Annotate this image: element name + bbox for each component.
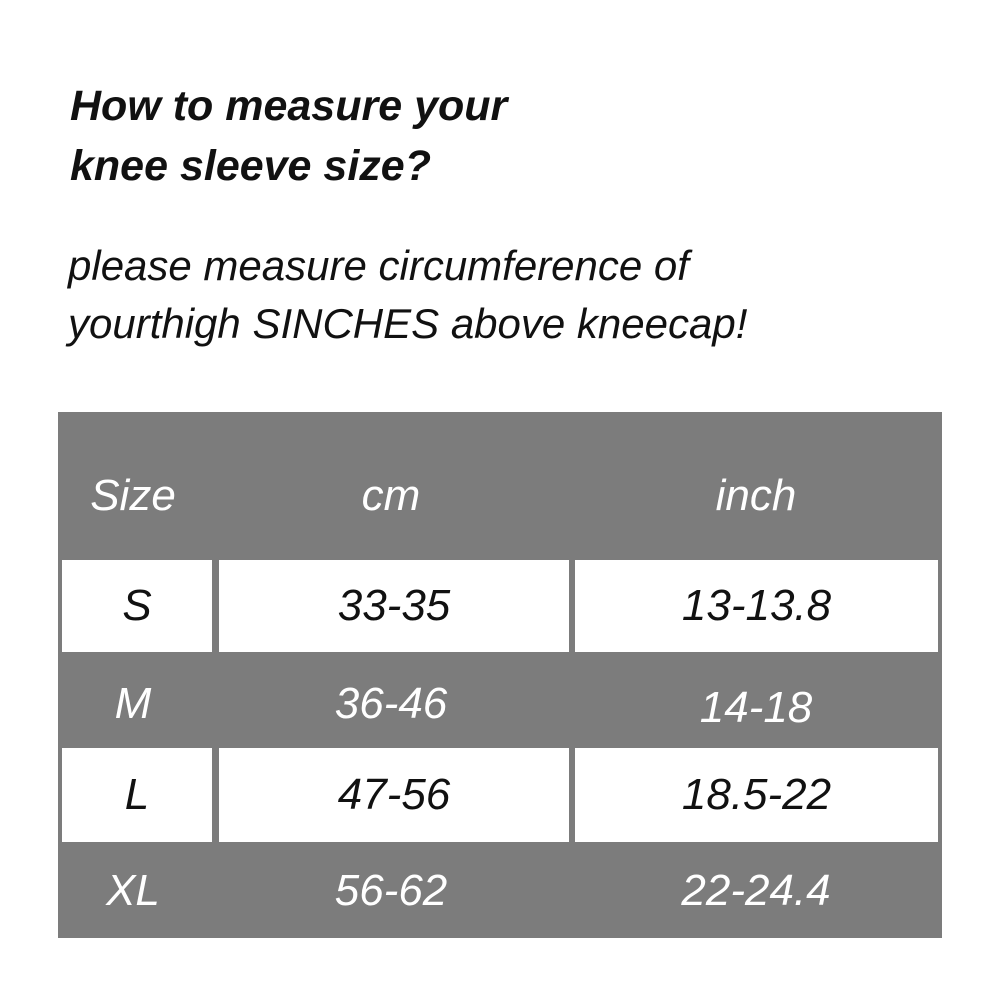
inch-cell: 18.5-22 [575, 748, 938, 842]
table-row [58, 558, 942, 652]
cm-cell: 47-56 [219, 748, 569, 842]
size-cell: L [62, 748, 212, 842]
inch-cell: 22-24.4 [681, 866, 831, 915]
inch-cell: 13-13.8 [575, 560, 938, 652]
size-cell: M [114, 679, 152, 728]
table-row [58, 746, 942, 844]
measurement-instruction [68, 237, 968, 353]
cm-cell: 36-46 [334, 679, 448, 728]
title-line-1: How to measure your [70, 82, 508, 130]
title-line-2: knee sleeve size? [70, 142, 431, 190]
instruction-line-1: please measure circumference of [68, 242, 689, 289]
inch-cell: 14-18 [699, 683, 813, 732]
instruction-line-2: yourthigh SINCHES above kneecap! [68, 300, 748, 347]
size-chart-table [58, 412, 942, 938]
column-header-cm: cm [361, 471, 421, 520]
table-row [58, 844, 942, 938]
page-title [70, 76, 950, 196]
cm-cell: 56-62 [334, 866, 448, 915]
cm-cell: 33-35 [219, 560, 569, 652]
column-header-inch: inch [715, 471, 797, 520]
table-header-row [58, 412, 942, 558]
size-cell: XL [106, 866, 160, 915]
column-header-size: Size [90, 471, 176, 520]
table-row [58, 656, 942, 746]
size-cell: S [62, 560, 212, 652]
